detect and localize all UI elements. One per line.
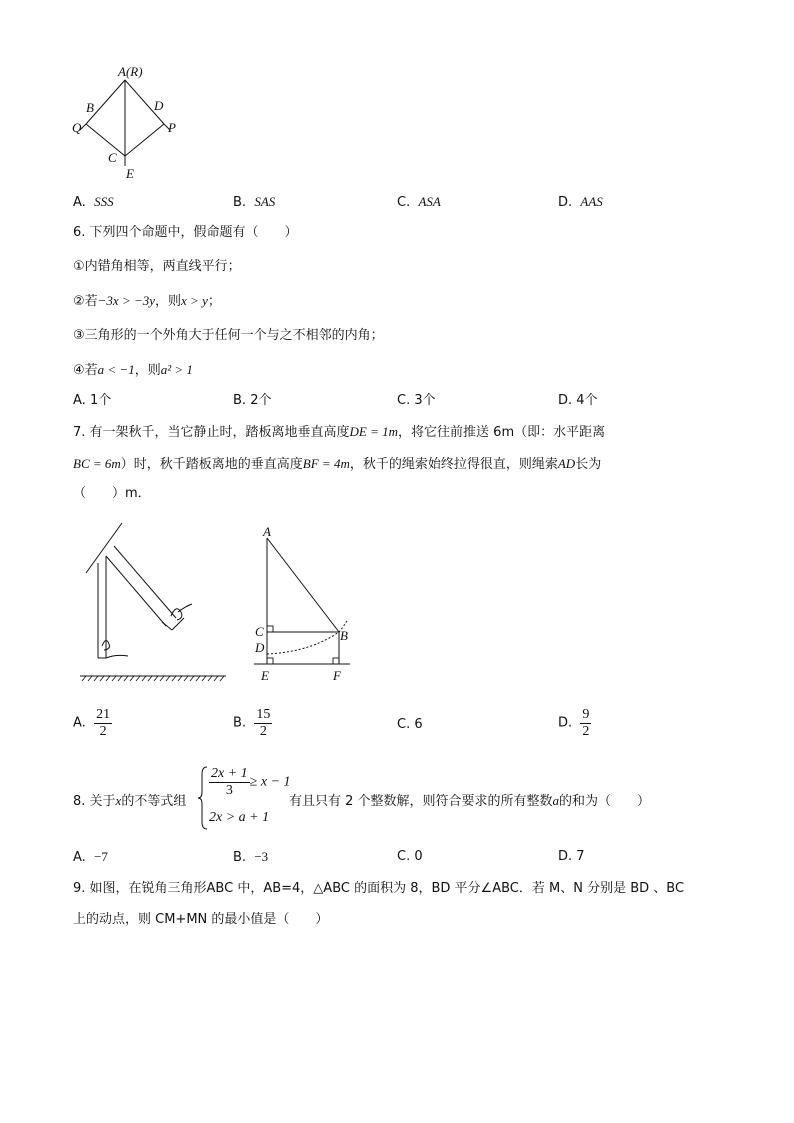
q6-item-2: ②若−3x > −3y，则x > y； <box>73 293 221 309</box>
brace <box>197 766 209 830</box>
diag-label-F: F <box>333 668 341 683</box>
label-D: D <box>154 98 164 113</box>
q8-option-d[interactable]: D. 7 <box>558 849 585 864</box>
q5-option-a[interactable]: A. SSS <box>73 194 114 210</box>
q6-item-3: ③三角形的一个外角大于任何一个与之不相邻的内角； <box>73 328 384 343</box>
label-A: A(R) <box>118 64 143 79</box>
q7-option-b[interactable]: B. $\frac{15}{2}$ <box>233 707 271 739</box>
q8-option-c[interactable]: C. 0 <box>397 849 423 864</box>
q6-option-b[interactable]: B. 2个 <box>233 393 272 408</box>
q7-option-c[interactable]: C. 6 <box>397 717 423 732</box>
label-Q: Q <box>72 120 82 135</box>
q6-item-4: ④若a < −1，则a² > 1 <box>73 362 193 378</box>
q7-option-d[interactable]: D. $\frac{9}{2}$ <box>558 707 590 739</box>
q5-option-b[interactable]: B. SAS <box>233 194 276 210</box>
q6-option-d[interactable]: D. 4个 <box>558 393 598 408</box>
q7-line-1: 7. 有一架秋千，当它静止时，踏板离地垂直高度DE = 1m，将它往前推送 6m（即：水平距离 <box>73 424 606 440</box>
diag-label-E: E <box>261 668 269 683</box>
q6-option-a[interactable]: A. 1个 <box>73 393 112 408</box>
label-C: C <box>108 150 117 165</box>
diag-label-B: B <box>340 628 348 643</box>
q8-option-a[interactable]: A. −7 <box>73 849 108 865</box>
diag-label-A: A <box>263 524 271 539</box>
q5-option-c[interactable]: C. ASA <box>397 194 441 210</box>
q6-option-c[interactable]: C. 3个 <box>397 393 436 408</box>
q6-stem: 6. 下列四个命题中，假命题有（ ） <box>73 225 298 240</box>
label-E: E <box>126 166 134 181</box>
angle-bisector-figure <box>70 62 190 182</box>
q7-line-3: （ ）m． <box>73 486 151 501</box>
diag-label-C: C <box>255 624 264 639</box>
q7-option-a[interactable]: A. $\frac{21}{2}$ <box>73 707 111 739</box>
label-P: P <box>168 120 176 135</box>
swing-sketch <box>76 518 236 688</box>
swing-diagram <box>250 520 360 685</box>
q5-option-d[interactable]: D. AAS <box>558 194 603 210</box>
q6-item-1: ①内错角相等，两直线平行； <box>73 259 241 274</box>
diag-label-D: D <box>255 640 265 655</box>
q9-line-2: 上的动点，则 CM+MN 的最小值是（ ） <box>73 912 329 927</box>
label-B: B <box>86 100 94 115</box>
q9-line-1: 9. 如图，在锐角三角形ABC 中，AB=4，△ABC 的面积为 8，BD 平分∠ABC．若 M、N 分别是 BD 、BC <box>73 881 685 896</box>
q7-line-2: BC = 6m）时，秋千踏板离地的垂直高度BF = 4m，秋千的绳索始终拉得很直，则绳索AD长为 <box>73 456 602 472</box>
q8-option-b[interactable]: B. −3 <box>233 849 269 865</box>
